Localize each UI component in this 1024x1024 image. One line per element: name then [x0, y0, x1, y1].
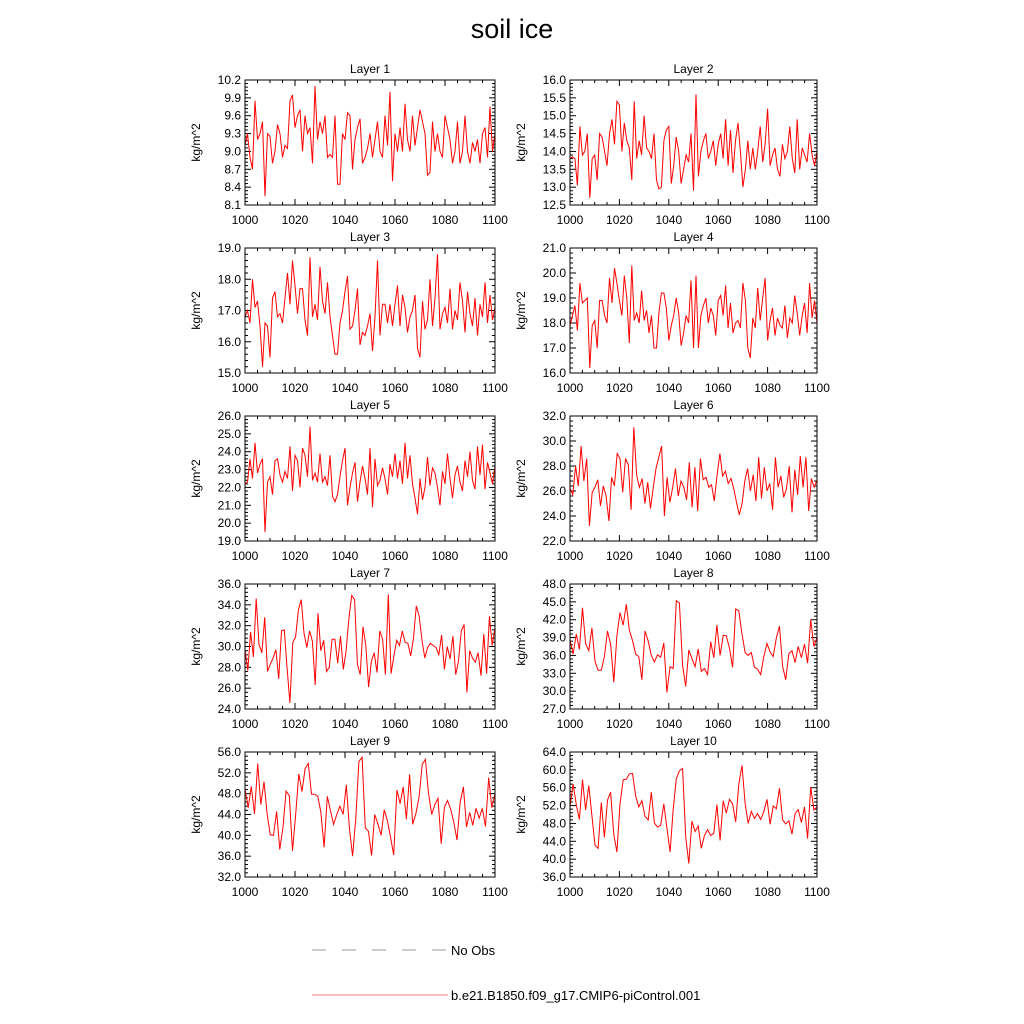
x-tick-label: 1060: [381, 885, 409, 899]
y-tick-label: 19.0: [542, 291, 566, 305]
plot-frame: [245, 416, 495, 541]
y-tick-label: 24.0: [217, 702, 241, 716]
x-tick-label: 1000: [556, 381, 584, 395]
x-tick-label: 1040: [331, 549, 359, 563]
x-tick-label: 1000: [556, 549, 584, 563]
x-tick-label: 1100: [482, 717, 508, 731]
x-tick-label: 1000: [231, 381, 259, 395]
x-tick-label: 1060: [704, 213, 732, 227]
y-tick-label: 15.0: [542, 108, 566, 123]
panel-title: Layer 8: [673, 566, 714, 580]
series-line: [245, 594, 495, 702]
y-tick-label: 26.0: [217, 681, 241, 696]
legend-label-model: b.e21.B1850.f09_g17.CMIP6-piControl.001: [451, 988, 701, 1003]
x-tick-label: 1080: [431, 213, 459, 227]
x-tick-label: 1000: [231, 549, 259, 563]
y-tick-label: 9.6: [224, 108, 241, 123]
y-tick-label: 52.0: [542, 798, 566, 813]
x-tick-label: 1080: [754, 213, 781, 227]
x-tick-label: 1040: [655, 717, 683, 731]
x-tick-label: 1100: [804, 213, 830, 227]
y-tick-label: 36.0: [542, 648, 566, 663]
x-tick-label: 1060: [704, 885, 732, 899]
y-tick-label: 17.0: [217, 303, 241, 318]
x-tick-label: 1060: [381, 717, 409, 731]
y-tick-label: 19.0: [217, 241, 241, 255]
x-tick-label: 1080: [431, 717, 459, 731]
x-tick-label: 1100: [804, 381, 830, 395]
y-tick-label: 26.0: [217, 409, 241, 423]
y-tick-label: 23.0: [217, 462, 241, 477]
panel-4: [514, 230, 830, 395]
y-tick-label: 56.0: [217, 745, 241, 759]
plot-frame: [245, 248, 495, 373]
y-tick-label: 33.0: [542, 666, 566, 681]
y-tick-label: 27.0: [542, 702, 566, 716]
y-tick-label: 22.0: [217, 480, 241, 495]
panel-title: Layer 4: [673, 230, 714, 244]
y-tick-label: 15.0: [217, 366, 241, 380]
panel-6: [514, 398, 830, 563]
x-tick-label: 1080: [431, 381, 459, 395]
y-axis-label: kg/m^2: [189, 459, 203, 498]
series-line: [570, 94, 817, 198]
x-tick-label: 1080: [754, 381, 781, 395]
y-tick-label: 39.0: [542, 630, 566, 645]
series-line: [245, 757, 495, 856]
y-tick-label: 48.0: [542, 816, 566, 831]
x-tick-label: 1020: [281, 885, 309, 899]
x-tick-label: 1080: [431, 549, 459, 563]
y-tick-label: 20.0: [542, 266, 566, 280]
y-tick-label: 10.2: [217, 73, 241, 87]
x-tick-label: 1100: [482, 381, 508, 395]
y-axis-label: kg/m^2: [514, 795, 528, 834]
y-axis-label: kg/m^2: [514, 627, 528, 666]
y-tick-label: 28.0: [542, 459, 566, 473]
legend-label-no-obs: No Obs: [451, 943, 496, 958]
y-tick-label: 30.0: [542, 684, 566, 699]
y-axis-label: kg/m^2: [514, 459, 528, 498]
x-tick-label: 1080: [431, 885, 459, 899]
x-tick-label: 1060: [704, 549, 732, 563]
y-tick-label: 30.0: [217, 639, 241, 654]
y-tick-label: 13.5: [542, 162, 566, 177]
chart-title: soil ice: [470, 14, 554, 44]
x-tick-label: 1040: [331, 381, 359, 395]
y-tick-label: 25.0: [217, 426, 241, 441]
y-tick-label: 32.0: [217, 870, 241, 884]
panel-title: Layer 2: [673, 62, 714, 76]
y-tick-label: 48.0: [542, 577, 566, 591]
plot-frame: [570, 248, 817, 373]
series-line: [570, 601, 817, 693]
y-tick-label: 8.1: [224, 198, 241, 212]
panel-title: Layer 1: [349, 62, 391, 76]
y-tick-label: 19.0: [217, 534, 241, 548]
y-tick-label: 9.3: [224, 126, 241, 141]
panel-10: [514, 734, 830, 899]
y-tick-label: 36.0: [217, 577, 241, 591]
y-tick-label: 22.0: [542, 534, 566, 548]
y-tick-label: 18.0: [542, 316, 566, 330]
y-tick-label: 32.0: [217, 618, 241, 633]
x-tick-label: 1020: [606, 717, 633, 731]
x-tick-label: 1060: [381, 549, 409, 563]
y-tick-label: 60.0: [542, 762, 566, 777]
y-tick-label: 8.4: [224, 180, 241, 195]
x-tick-label: 1100: [804, 885, 830, 899]
y-tick-label: 16.0: [217, 334, 241, 349]
x-tick-label: 1100: [482, 549, 508, 563]
panel-title: Layer 9: [349, 734, 391, 748]
x-tick-label: 1040: [331, 213, 359, 227]
x-tick-label: 1020: [281, 213, 309, 227]
y-tick-label: 15.5: [542, 90, 566, 105]
x-tick-label: 1000: [556, 885, 584, 899]
plot-frame: [245, 584, 495, 709]
y-tick-label: 32.0: [542, 409, 566, 423]
x-tick-label: 1100: [804, 549, 830, 563]
x-tick-label: 1020: [606, 549, 633, 563]
y-tick-label: 30.0: [542, 434, 566, 448]
y-tick-label: 16.0: [542, 366, 566, 380]
x-tick-label: 1100: [804, 717, 830, 731]
y-tick-label: 14.0: [542, 144, 566, 159]
panel-title: Layer 7: [349, 566, 391, 580]
series-line: [245, 254, 495, 367]
y-tick-label: 9.9: [224, 90, 241, 105]
plot-frame: [245, 80, 495, 205]
y-tick-label: 26.0: [542, 484, 566, 498]
x-tick-label: 1040: [331, 885, 359, 899]
x-tick-label: 1020: [281, 549, 309, 563]
x-tick-label: 1040: [655, 885, 683, 899]
plot-frame: [570, 584, 817, 709]
legend: [312, 943, 700, 1003]
y-axis-label: kg/m^2: [189, 795, 203, 834]
y-tick-label: 36.0: [542, 870, 566, 884]
x-tick-label: 1000: [231, 213, 259, 227]
y-tick-label: 48.0: [217, 786, 241, 801]
panel-2: [514, 62, 830, 227]
y-tick-label: 34.0: [217, 597, 241, 612]
x-tick-label: 1020: [606, 213, 633, 227]
y-tick-label: 52.0: [217, 765, 241, 780]
plot-frame: [245, 752, 495, 877]
panel-8: [514, 566, 830, 731]
panel-1: [189, 62, 508, 227]
panel-title: Layer 6: [673, 398, 714, 412]
y-tick-label: 45.0: [542, 594, 566, 609]
y-tick-label: 44.0: [542, 834, 566, 849]
plot-frame: [570, 752, 817, 877]
x-tick-label: 1060: [381, 381, 409, 395]
panel-title: Layer 5: [349, 398, 391, 412]
y-tick-label: 20.0: [217, 516, 241, 531]
x-tick-label: 1060: [704, 381, 732, 395]
y-tick-label: 14.5: [542, 126, 566, 141]
x-tick-label: 1000: [231, 717, 259, 731]
y-axis-label: kg/m^2: [189, 123, 203, 162]
panel-9: [189, 734, 508, 899]
y-tick-label: 42.0: [542, 612, 566, 627]
panel-5: [189, 398, 508, 563]
x-tick-label: 1020: [606, 885, 633, 899]
x-tick-label: 1020: [281, 717, 309, 731]
y-tick-label: 18.0: [217, 272, 241, 287]
x-tick-label: 1040: [331, 717, 359, 731]
series-line: [245, 427, 495, 532]
y-axis-label: kg/m^2: [514, 291, 528, 330]
series-line: [570, 427, 817, 526]
x-tick-label: 1080: [754, 885, 781, 899]
series-line: [570, 266, 817, 369]
y-tick-label: 13.0: [542, 180, 566, 195]
x-tick-label: 1040: [655, 381, 683, 395]
x-tick-label: 1000: [556, 213, 584, 227]
x-tick-label: 1000: [231, 885, 259, 899]
y-tick-label: 12.5: [542, 198, 566, 212]
y-tick-label: 24.0: [217, 444, 241, 459]
y-tick-label: 40.0: [217, 828, 241, 843]
y-tick-label: 56.0: [542, 780, 566, 795]
x-tick-label: 1100: [482, 885, 508, 899]
y-tick-label: 64.0: [542, 745, 566, 759]
panel-title: Layer 3: [349, 230, 391, 244]
x-tick-label: 1000: [556, 717, 584, 731]
x-tick-label: 1060: [704, 717, 732, 731]
x-tick-label: 1080: [754, 717, 781, 731]
x-tick-label: 1040: [655, 213, 683, 227]
y-axis-label: kg/m^2: [514, 123, 528, 162]
x-tick-label: 1100: [482, 213, 508, 227]
y-tick-label: 36.0: [217, 849, 241, 864]
y-axis-label: kg/m^2: [189, 291, 203, 330]
y-tick-label: 16.0: [542, 73, 566, 87]
y-tick-label: 21.0: [217, 498, 241, 513]
y-tick-label: 17.0: [542, 341, 566, 355]
y-axis-label: kg/m^2: [189, 627, 203, 666]
y-tick-label: 44.0: [217, 807, 241, 822]
y-tick-label: 21.0: [542, 241, 566, 255]
panel-title: Layer 10: [670, 734, 717, 748]
x-tick-label: 1020: [606, 381, 633, 395]
x-tick-label: 1040: [655, 549, 683, 563]
x-tick-label: 1060: [381, 213, 409, 227]
y-tick-label: 28.0: [217, 660, 241, 675]
y-tick-label: 9.0: [224, 144, 241, 159]
panel-3: [189, 230, 508, 395]
x-tick-label: 1080: [754, 549, 781, 563]
series-line: [570, 765, 817, 863]
series-line: [245, 86, 495, 196]
panel-7: [189, 566, 508, 731]
y-tick-label: 24.0: [542, 509, 566, 523]
y-tick-label: 40.0: [542, 852, 566, 867]
y-tick-label: 8.7: [224, 162, 241, 177]
x-tick-label: 1020: [281, 381, 309, 395]
